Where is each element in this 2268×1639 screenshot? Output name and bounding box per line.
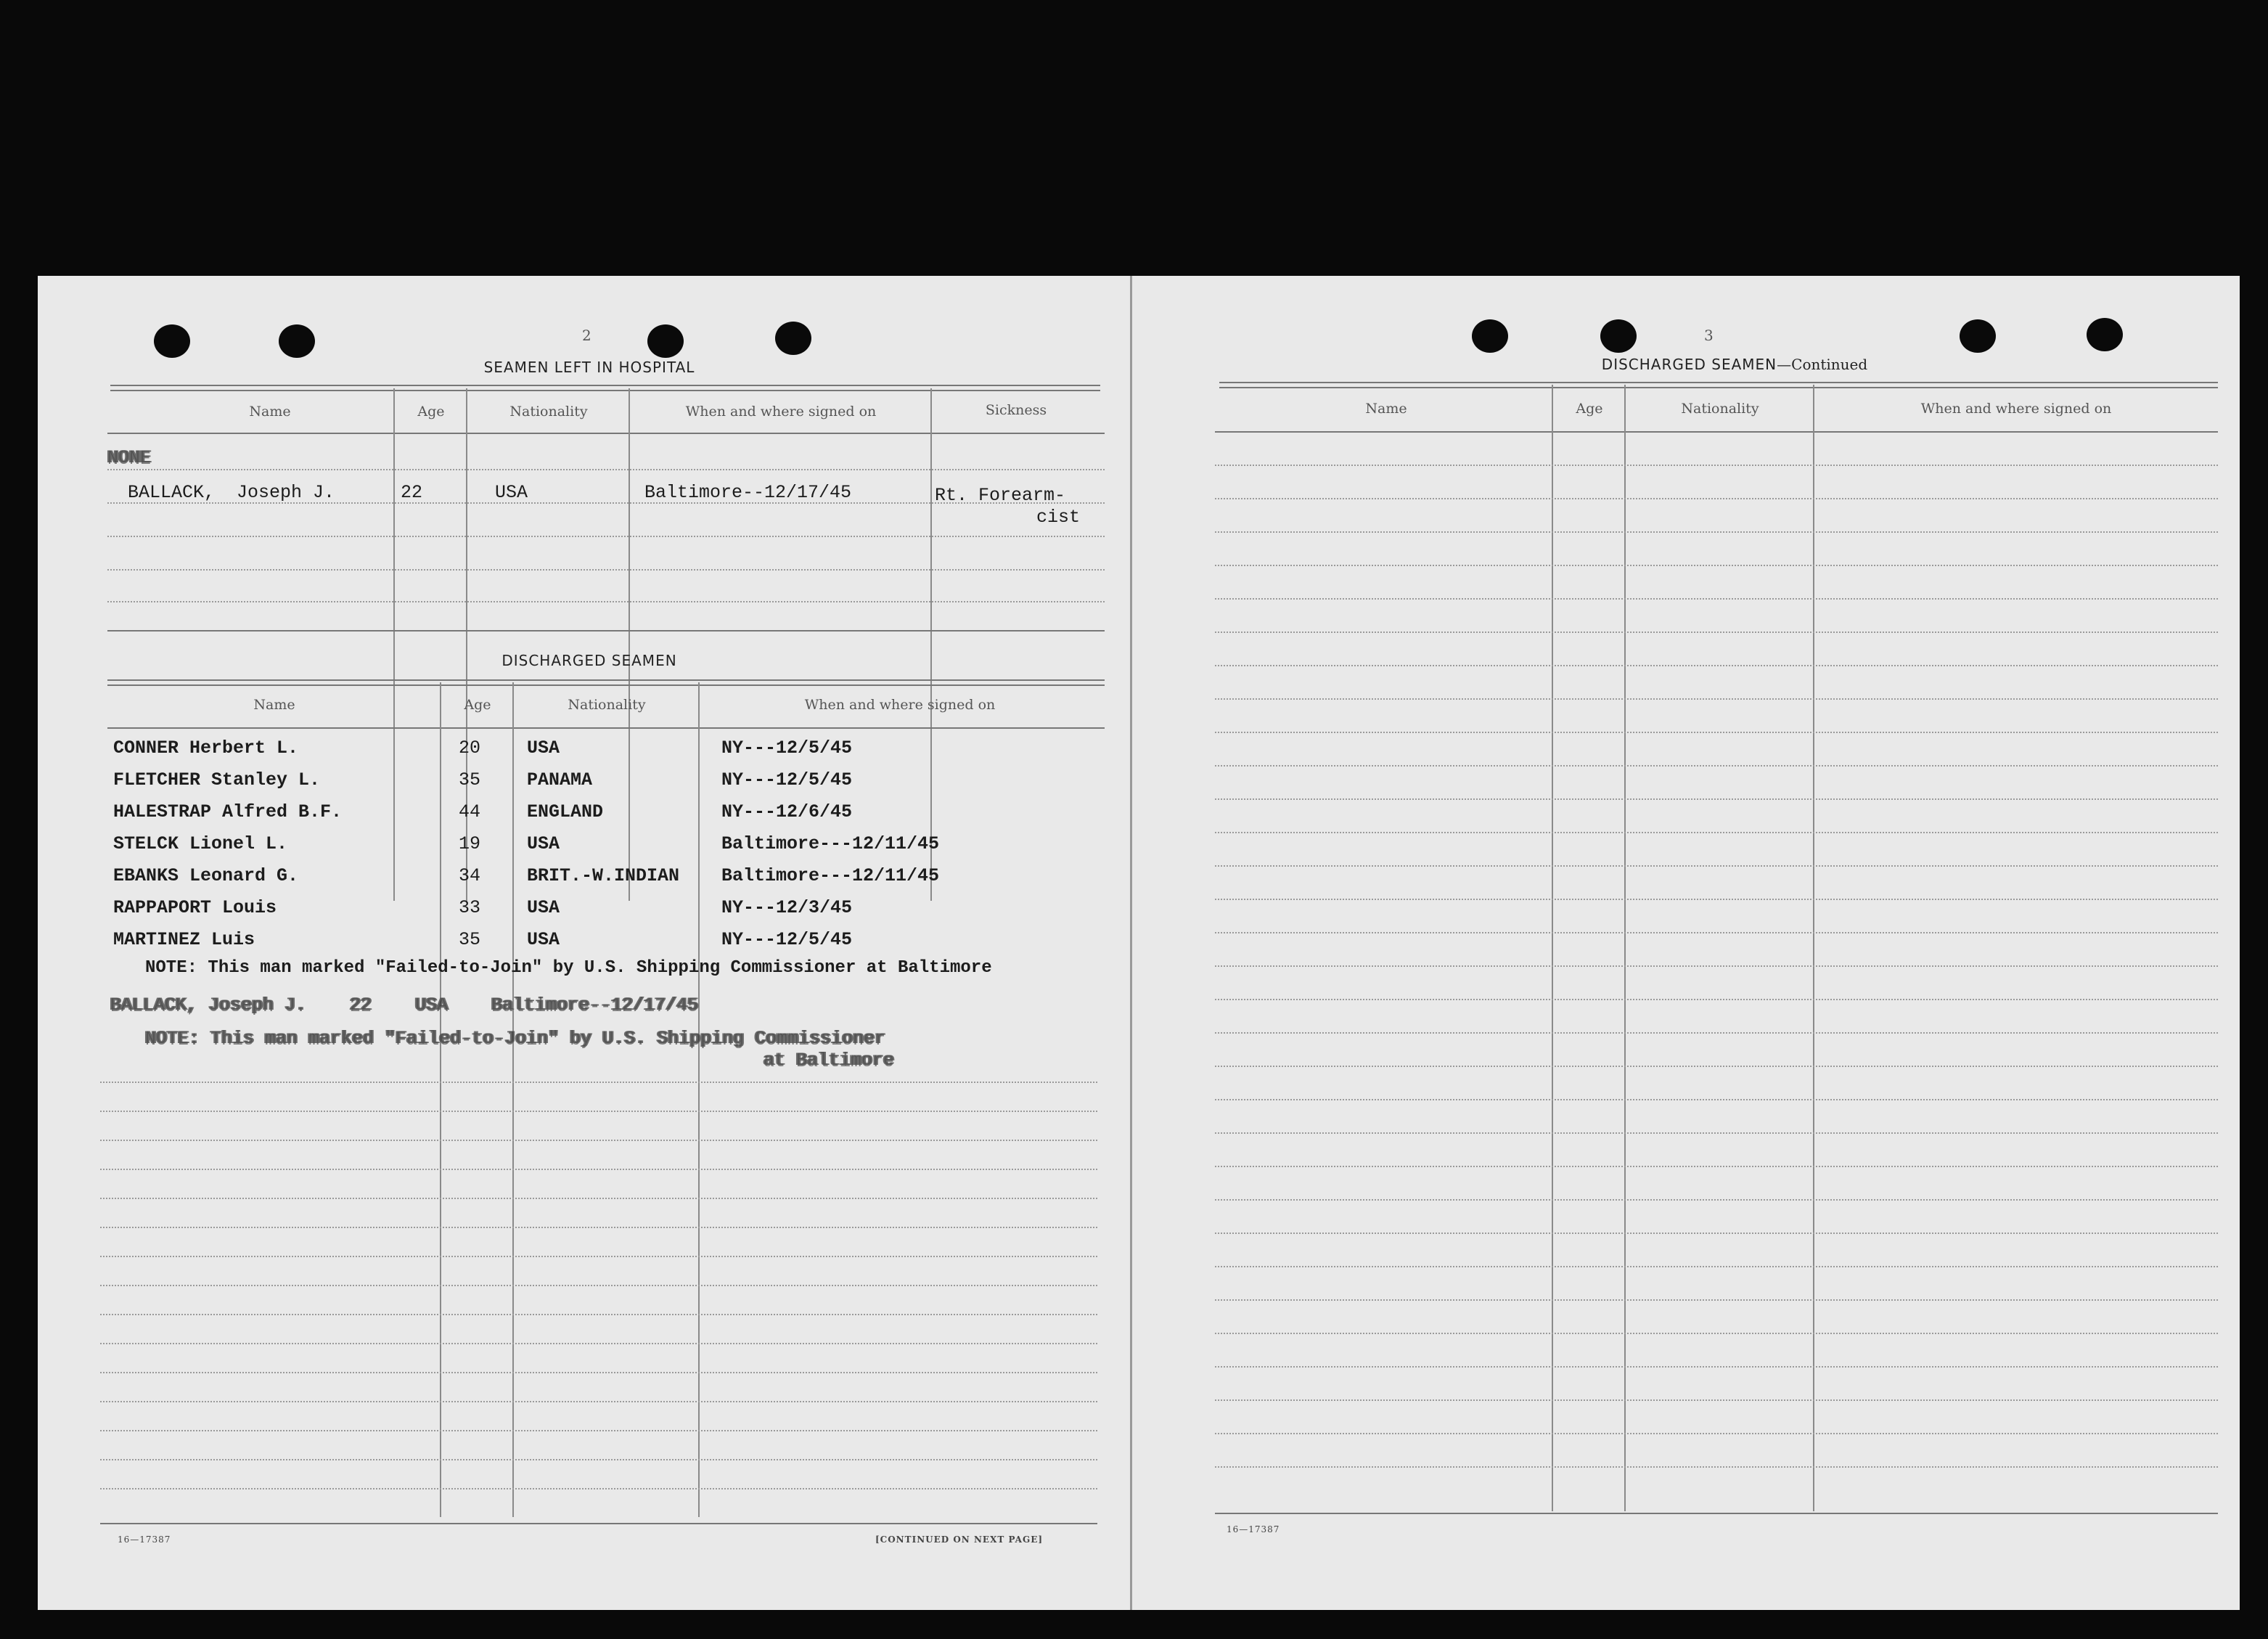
row-rule <box>100 1285 1097 1286</box>
failed-to-join-note: NOTE: This man marked "Failed-to-Join" by U.S. Shipping Commissioner at Baltimore <box>145 958 992 978</box>
seaman-signed-on: NY---12/5/45 <box>721 769 853 790</box>
punch-hole <box>279 324 315 358</box>
seaman-signed-on: Baltimore---12/11/45 <box>721 833 940 854</box>
column-divider <box>1624 385 1626 1511</box>
table-rule <box>1219 382 2218 388</box>
punch-hole <box>1600 319 1637 353</box>
left-page <box>38 276 1130 1610</box>
col-signed-on: When and where signed on <box>804 697 996 713</box>
hospital-nationality: USA <box>495 482 528 503</box>
row-rule <box>100 1111 1097 1112</box>
page-number: 2 <box>582 327 591 344</box>
row-rule <box>1215 899 2218 900</box>
row-rule <box>1215 999 2218 1000</box>
table-row <box>38 769 1130 798</box>
col-age: Age <box>464 697 491 713</box>
row-rule <box>100 1343 1097 1344</box>
col-age: Age <box>1576 401 1603 417</box>
col-nationality: Nationality <box>568 697 646 713</box>
row-rule <box>1215 665 2218 666</box>
seaman-signed-on: NY---12/3/45 <box>721 897 853 918</box>
row-rule <box>1215 531 2218 533</box>
row-rule <box>107 536 1105 537</box>
row-rule <box>1215 732 2218 733</box>
seaman-name: HALESTRAP Alfred B.F. <box>113 801 343 822</box>
table-rule <box>107 679 1105 686</box>
seaman-nationality: USA <box>527 833 560 854</box>
row-rule <box>100 1227 1097 1228</box>
seaman-age: 19 <box>459 833 481 854</box>
row-rule <box>1215 1299 2218 1301</box>
title-suffix: —Continued <box>1777 356 1868 373</box>
row-rule <box>1215 1466 2218 1468</box>
table-rule <box>107 433 1105 434</box>
row-rule <box>1215 1333 2218 1334</box>
seaman-name: CONNER Herbert L. <box>113 737 299 759</box>
seaman-age: 35 <box>459 769 481 790</box>
row-rule <box>107 502 1105 504</box>
punch-hole <box>647 324 684 358</box>
table-row <box>38 897 1130 926</box>
page-number: 3 <box>1704 327 1714 344</box>
seaman-nationality: PANAMA <box>527 769 593 790</box>
row-rule <box>1215 1066 2218 1067</box>
row-rule <box>100 1082 1097 1083</box>
seaman-age: 44 <box>459 801 481 822</box>
row-rule <box>1215 565 2218 566</box>
continued-note: [CONTINUED ON NEXT PAGE] <box>875 1534 1044 1545</box>
table-rule <box>100 1523 1097 1524</box>
row-rule <box>1215 865 2218 867</box>
right-page <box>1130 276 2242 1610</box>
table-rule <box>110 385 1100 391</box>
row-rule <box>1215 1433 2218 1434</box>
row-rule <box>1215 1166 2218 1167</box>
seaman-nationality: USA <box>527 737 560 759</box>
row-rule <box>100 1314 1097 1315</box>
seaman-signed-on: NY---12/5/45 <box>721 929 853 950</box>
col-name: Name <box>1365 401 1407 417</box>
seaman-signed-on: NY---12/6/45 <box>721 801 853 822</box>
seaman-nationality: BRIT.-W.INDIAN <box>527 865 680 886</box>
title-text: DISCHARGED SEAMEN <box>1601 356 1777 373</box>
row-rule <box>1215 798 2218 800</box>
punch-hole <box>1472 319 1508 353</box>
col-sickness: Sickness <box>985 402 1047 418</box>
seaman-name: EBANKS Leonard G. <box>113 865 299 886</box>
table-row <box>38 737 1130 767</box>
table-row <box>38 929 1130 958</box>
row-rule <box>1215 598 2218 600</box>
table-row <box>38 833 1130 862</box>
punch-hole <box>154 324 190 358</box>
column-divider <box>1552 385 1553 1511</box>
row-rule <box>1215 498 2218 499</box>
table-rule <box>107 630 1105 632</box>
seaman-nationality: USA <box>527 897 560 918</box>
row-rule <box>100 1430 1097 1431</box>
row-rule <box>100 1256 1097 1257</box>
punch-hole <box>775 322 811 355</box>
col-name: Name <box>253 697 295 713</box>
row-rule <box>1215 832 2218 833</box>
table-row <box>38 801 1130 830</box>
form-number: 16—17387 <box>1227 1524 1280 1534</box>
row-rule <box>1215 1199 2218 1201</box>
hospital-sickness-cont: cist <box>1036 507 1081 528</box>
struck-entry: BALLACK, Joseph J. 22 USA Baltimore--12/17/45 <box>110 994 699 1015</box>
row-rule <box>1215 698 2218 700</box>
discharged-continued-title <box>1539 356 1931 373</box>
seaman-age: 20 <box>459 737 481 759</box>
seaman-nationality: USA <box>527 929 560 950</box>
row-rule <box>100 1198 1097 1199</box>
row-rule <box>1215 1099 2218 1100</box>
col-name: Name <box>249 404 291 420</box>
hospital-signed-on: Baltimore--12/17/45 <box>644 482 852 503</box>
row-rule <box>1215 765 2218 767</box>
col-age: Age <box>417 404 445 420</box>
table-rule <box>1215 431 2218 433</box>
row-rule <box>1215 1399 2218 1401</box>
seaman-signed-on: NY---12/5/45 <box>721 737 853 759</box>
table-row <box>38 865 1130 894</box>
seaman-signed-on: Baltimore---12/11/45 <box>721 865 940 886</box>
row-rule <box>100 1372 1097 1373</box>
hospital-section-title: SEAMEN LEFT IN HOSPITAL <box>483 359 695 376</box>
row-rule <box>100 1401 1097 1402</box>
seaman-age: 34 <box>459 865 481 886</box>
col-signed-on: When and where signed on <box>1920 401 2112 417</box>
row-rule <box>1215 632 2218 633</box>
hospital-age: 22 <box>401 482 423 503</box>
seaman-nationality: ENGLAND <box>527 801 604 822</box>
punch-hole <box>1960 319 1996 353</box>
row-rule <box>1215 1366 2218 1368</box>
table-rule <box>1215 1513 2218 1514</box>
row-rule <box>107 601 1105 602</box>
log-sheet <box>38 276 2240 1610</box>
form-number: 16—17387 <box>118 1534 171 1545</box>
col-signed-on: When and where signed on <box>685 404 877 420</box>
struck-none: NONE <box>107 447 152 468</box>
row-rule <box>1215 465 2218 466</box>
row-rule <box>100 1488 1097 1489</box>
seaman-name: STELCK Lionel L. <box>113 833 288 854</box>
seaman-age: 35 <box>459 929 481 950</box>
row-rule <box>100 1140 1097 1141</box>
row-rule <box>100 1169 1097 1170</box>
column-divider <box>1813 385 1814 1511</box>
seaman-name: FLETCHER Stanley L. <box>113 769 321 790</box>
row-rule <box>1215 1032 2218 1034</box>
row-rule <box>1215 965 2218 967</box>
col-nationality: Nationality <box>1681 401 1759 417</box>
row-rule <box>100 1459 1097 1460</box>
row-rule <box>1215 1132 2218 1134</box>
row-rule <box>1215 1233 2218 1234</box>
hospital-sickness: Rt. Forearm- <box>935 485 1066 506</box>
seaman-age: 33 <box>459 897 481 918</box>
punch-hole <box>2087 318 2123 351</box>
row-rule <box>1215 1266 2218 1267</box>
row-rule <box>107 569 1105 571</box>
struck-note: NOTE: This man marked "Failed-to-Join" by U.S. Shipping Commissioner <box>145 1028 886 1049</box>
row-rule <box>107 469 1105 470</box>
seaman-name: MARTINEZ Luis <box>113 929 255 950</box>
hospital-name: BALLACK, Joseph J. <box>128 482 335 503</box>
row-rule <box>1215 932 2218 933</box>
seaman-name: RAPPAPORT Louis <box>113 897 277 918</box>
col-nationality: Nationality <box>509 404 588 420</box>
discharged-section-title: DISCHARGED SEAMEN <box>502 652 677 669</box>
struck-note-cont: at Baltimore <box>763 1050 895 1071</box>
table-rule <box>107 727 1105 729</box>
